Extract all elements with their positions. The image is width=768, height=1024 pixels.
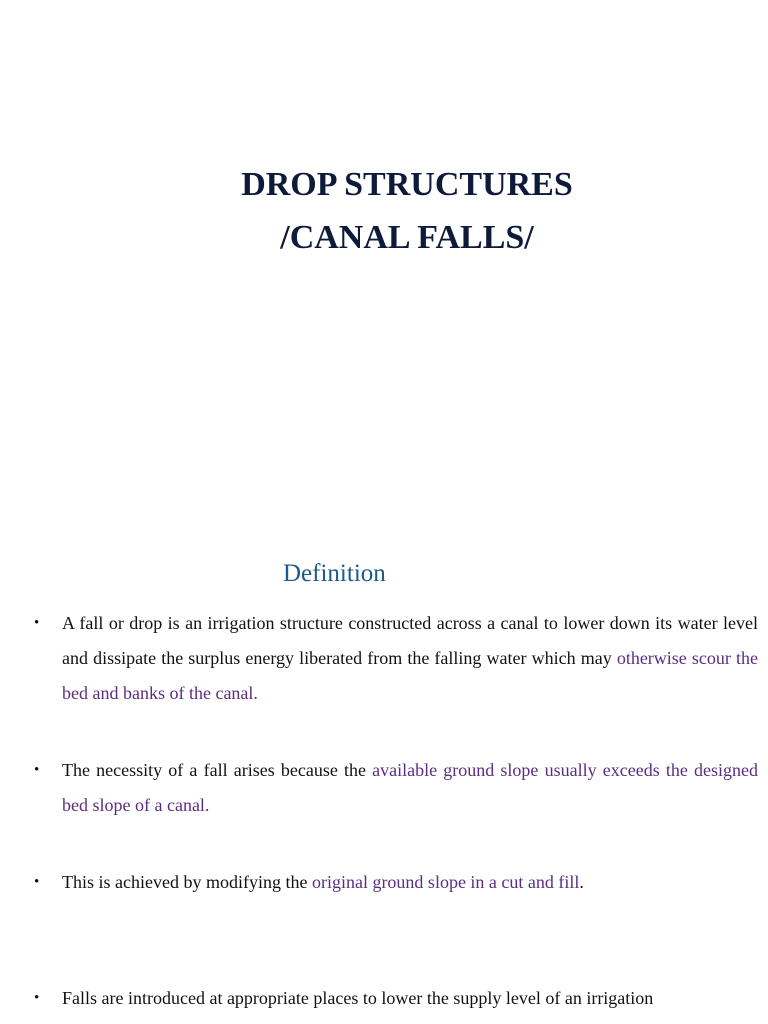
- bullet-text: Falls are introduced at appropriate places to lower the supply level of an irrigation: [62, 988, 654, 1008]
- bullet-item: [34, 865, 758, 900]
- page-title-line-2: /CANAL FALLS/: [280, 219, 534, 256]
- bullet-highlight: original ground slope in a cut and fill: [311, 872, 580, 892]
- bullet-text: The necessity of a fall arises because the: [62, 760, 373, 780]
- bullet-icon: •: [34, 990, 40, 1006]
- bullet-item: [34, 606, 758, 711]
- bullet-text: This is achieved by modifying the: [62, 872, 312, 892]
- page-title-line-1: DROP STRUCTURES: [241, 166, 573, 203]
- bullet-icon: •: [34, 615, 40, 631]
- bullet-text: A fall or drop is an irrigation structure constructed across a canal to lower down its water level and dissipate the surplus energy liberated from the falling water which may: [62, 613, 758, 668]
- bullet-icon: •: [34, 874, 40, 890]
- bullet-highlight: otherwise scour the bed and banks of the canal.: [62, 648, 758, 703]
- section-heading: Definition: [283, 560, 386, 587]
- bullet-item: [34, 753, 758, 823]
- bullet-item: [34, 981, 758, 1016]
- bullet-icon: •: [34, 762, 40, 778]
- bullet-tail: .: [579, 872, 584, 892]
- bullet-highlight: available ground slope usually exceeds the designed bed slope of a canal.: [62, 760, 758, 815]
